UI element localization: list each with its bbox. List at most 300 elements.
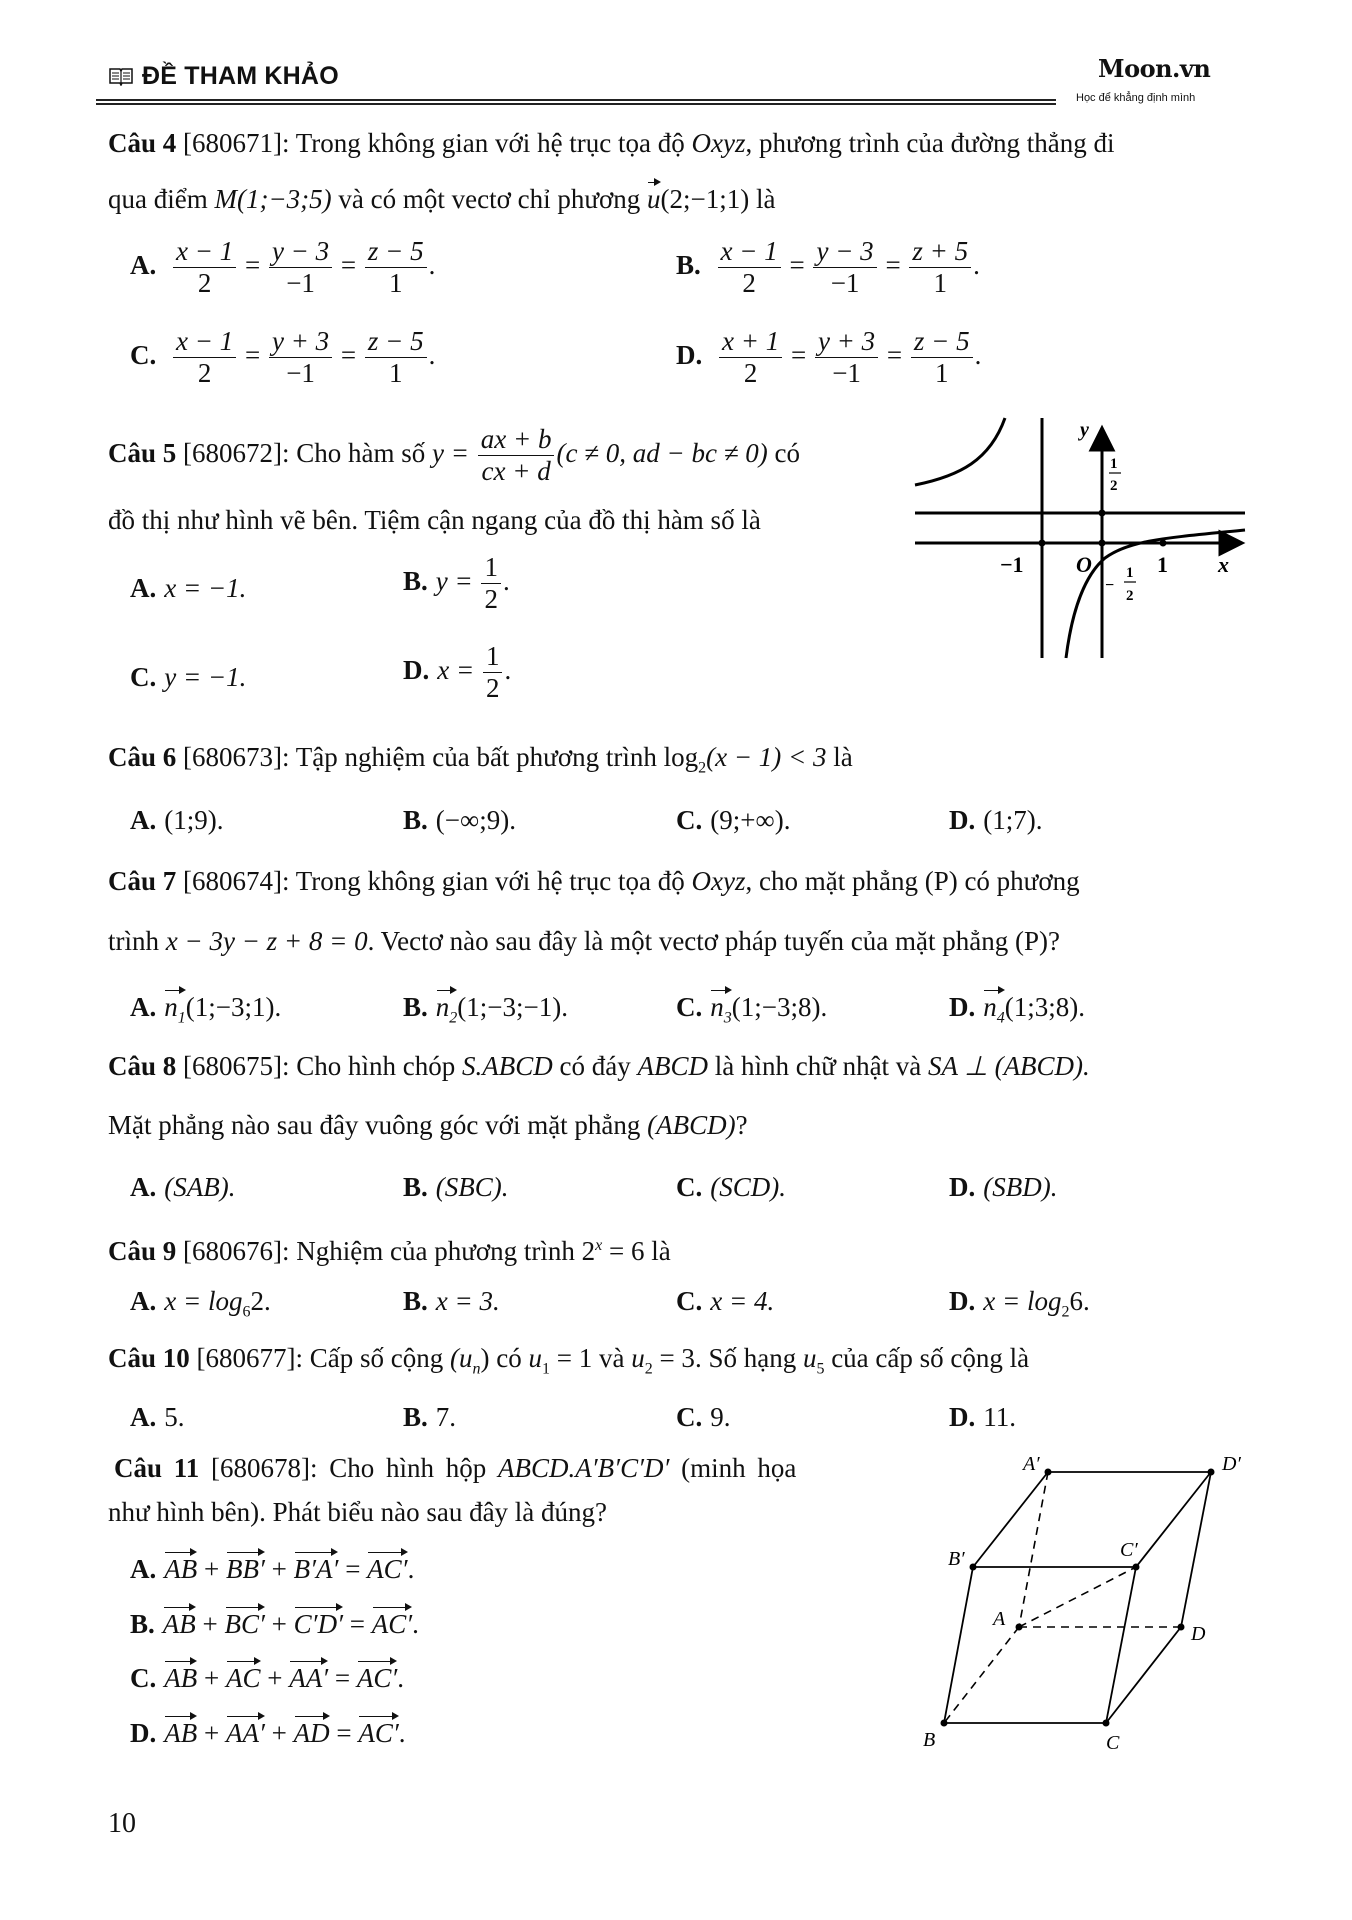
fraction: [483, 641, 503, 704]
q11-option-c[interactable]: [130, 1659, 404, 1694]
q6-log: log: [663, 742, 699, 772]
q6-label: Câu 6: [108, 742, 177, 772]
vertex-b: [941, 1720, 948, 1727]
vector: AC′: [357, 1659, 397, 1694]
option-text: (SBC).: [435, 1172, 509, 1202]
numerator: x − 1: [176, 326, 234, 356]
q4-label: Câu 4: [108, 128, 177, 158]
numerator: x − 1: [720, 236, 778, 266]
plus: +: [204, 1554, 220, 1584]
edge-b1b: [944, 1567, 973, 1723]
vertex-a: [1016, 1624, 1023, 1631]
period: .: [398, 1718, 406, 1748]
q6-text: là: [826, 742, 853, 772]
option-letter: C.: [676, 1172, 703, 1202]
denominator: 2: [484, 584, 498, 615]
denominator: 2: [485, 673, 500, 704]
q10-u5-sub: 5: [816, 1360, 825, 1378]
q5-stem-line1: [108, 424, 800, 487]
q11-box: ABCD.A′B′C′D′: [498, 1453, 670, 1483]
x-axis-label: x: [1218, 552, 1229, 577]
q8-text: có đáy: [552, 1051, 638, 1081]
option-letter: C.: [676, 1286, 703, 1316]
option-text: (1;−3;−1).: [457, 992, 568, 1022]
option-letter: A.: [130, 805, 157, 835]
q11-option-b[interactable]: [130, 1605, 419, 1640]
vector-name: n: [164, 992, 178, 1022]
plus: +: [271, 1609, 287, 1639]
equals: =: [345, 1554, 361, 1584]
option-letter: B.: [403, 805, 428, 835]
q7-stem-line2: [108, 926, 1060, 957]
label-b: B: [923, 1729, 936, 1751]
q5-function-graph: [900, 400, 1260, 680]
q8-option-b[interactable]: [403, 1172, 509, 1203]
period: .: [407, 1554, 415, 1584]
edge-cd: [1106, 1627, 1181, 1723]
vector-name: n: [710, 992, 724, 1022]
q8-base: ABCD: [637, 1051, 708, 1081]
fraction: [911, 326, 973, 389]
q10-text: của cấp số cộng là: [824, 1343, 1030, 1373]
vector-name: n: [435, 992, 450, 1022]
vector: BC′: [225, 1605, 265, 1640]
option-letter: D.: [949, 1402, 976, 1432]
q10-label: Câu 10: [108, 1343, 190, 1373]
plus: +: [271, 1718, 287, 1748]
q8-text: là hình chữ nhật và: [707, 1051, 929, 1081]
q5-text: có: [767, 437, 800, 468]
q5-option-c[interactable]: [130, 662, 246, 693]
q4-oxyz: Oxyz: [691, 128, 746, 158]
q10-seq: ): [480, 1343, 490, 1373]
option-letter: A.: [130, 573, 157, 603]
q4-text: và có một vectơ chỉ phương: [331, 184, 648, 214]
vector-n3: [710, 988, 732, 1027]
option-letter: B.: [403, 1402, 428, 1432]
page-number: 10: [108, 1808, 136, 1839]
denominator: 2: [743, 358, 758, 389]
brand-slogan: Học để khẳng định mình: [1076, 92, 1196, 104]
option-letter: A.: [130, 1402, 157, 1432]
q7-label: Câu 7: [108, 866, 177, 896]
header-title-text: ĐỀ THAM KHẢO: [142, 62, 339, 90]
point-neg1: [1039, 540, 1046, 547]
header-rule: [96, 99, 1056, 105]
fraction: [815, 326, 878, 389]
q10-stem: [108, 1343, 1029, 1378]
option-text: 2.: [250, 1286, 271, 1316]
fraction: [718, 236, 781, 299]
q8-text: : Cho hình chóp: [282, 1051, 462, 1081]
denominator: 1: [389, 358, 403, 389]
option-text: (1;3;8).: [1004, 992, 1085, 1022]
q10-seq: (u: [450, 1343, 473, 1373]
q5-label: Câu 5: [108, 437, 177, 468]
q4-vector-u: u: [647, 180, 661, 215]
q8-text: ?: [735, 1110, 748, 1140]
log-base: 6: [242, 1303, 251, 1321]
numerator: x − 1: [176, 236, 234, 266]
option-text: (1;−3;1).: [185, 992, 282, 1022]
vector: AB: [164, 1550, 197, 1585]
vector-name: n: [983, 992, 997, 1022]
point-origin: [1099, 540, 1106, 547]
q7-option-b[interactable]: [403, 988, 568, 1027]
vertex-c: [1103, 1720, 1110, 1727]
numerator: y − 3: [271, 236, 330, 266]
q11-stem-line2: như hình bên). Phát biểu nào sau đây là đúng?: [108, 1497, 608, 1527]
q4-point: M(1;−3;5): [214, 184, 332, 214]
edge-a1b1: [973, 1472, 1048, 1567]
vector: AB: [164, 1714, 197, 1749]
q10-text: và: [592, 1343, 632, 1373]
tick-half-num: 1: [1110, 456, 1118, 472]
q8-pyramid: S.ABCD: [462, 1051, 553, 1081]
label-a1: A′: [1023, 1453, 1040, 1475]
q6-option-d[interactable]: [949, 805, 1042, 836]
numerator: x + 1: [722, 326, 780, 356]
fraction: [813, 236, 876, 299]
tick-half-den: 2: [1110, 478, 1118, 494]
option-letter: D.: [949, 1172, 976, 1202]
q8-label: Câu 8: [108, 1051, 177, 1081]
q4-text: : Trong không gian với hệ trục tọa độ: [282, 128, 692, 158]
q11-stem-line1: [114, 1453, 796, 1484]
q8-perp: SA ⊥ (ABCD).: [928, 1051, 1090, 1081]
option-letter: B.: [130, 1609, 155, 1639]
q9-exponent: x: [595, 1237, 603, 1254]
q5-option-a[interactable]: [130, 573, 246, 604]
option-text: y = −1.: [164, 662, 247, 692]
denominator: 1: [389, 268, 403, 299]
q7-option-a[interactable]: [130, 988, 281, 1027]
q5-condition: (c ≠ 0, ad − bc ≠ 0): [556, 437, 768, 468]
equals: =: [334, 1663, 351, 1693]
q9-text: là: [644, 1236, 671, 1266]
fraction: [481, 552, 501, 615]
q7-text: trình: [108, 926, 166, 956]
denominator: 1: [933, 268, 948, 299]
q5-id: [680672]: [183, 437, 282, 468]
q6-stem: [108, 742, 853, 777]
q7-option-c[interactable]: [676, 988, 827, 1027]
q10-option-a[interactable]: [130, 1402, 185, 1433]
option-text: (SBD).: [983, 1172, 1058, 1202]
vector: AC′: [367, 1550, 407, 1585]
option-text: 7.: [435, 1402, 457, 1432]
tick-neg-half-den: 2: [1126, 588, 1134, 604]
plus: +: [271, 1554, 287, 1584]
q7-text: . Vectơ nào sau đây là một vectơ pháp tuyến của mặt phẳng (P)?: [367, 926, 1060, 956]
q8-option-c[interactable]: [676, 1172, 786, 1203]
denominator: 2: [742, 268, 756, 299]
q7-id: [680674]: [183, 866, 282, 896]
fraction: [365, 236, 427, 299]
option-letter: B.: [676, 249, 701, 280]
numerator: y + 3: [817, 326, 876, 356]
vector-sub: 2: [449, 1009, 458, 1027]
vector: AB: [164, 1659, 197, 1694]
edge-c1c: [1106, 1567, 1136, 1723]
q11-parallelepiped-figure: [920, 1440, 1260, 1785]
equals: =: [349, 1609, 365, 1639]
q4-option-c[interactable]: C. $\frac{x - 1}{2}$ = $\frac{y + 3}{-1}$ = $\frac{z - 5}{1}$ .: [130, 326, 436, 389]
denominator: −1: [832, 358, 861, 389]
equals: =: [336, 1718, 352, 1748]
tick-neg-half-sign: −: [1105, 577, 1115, 594]
q10-u1: u: [528, 1343, 542, 1373]
plus: +: [202, 1609, 218, 1639]
q7-equation: x − 3y − z + 8 = 0: [165, 926, 368, 956]
vector: AA′: [226, 1714, 265, 1749]
q8-stem-line1: [108, 1051, 1090, 1082]
q6-id: [680673]: [183, 742, 282, 772]
option-text: x = 3.: [435, 1286, 500, 1316]
option-text: (SCD).: [710, 1172, 786, 1202]
vector: AB: [163, 1605, 196, 1640]
vertex-c1: [1133, 1564, 1140, 1571]
numerator: 1: [481, 552, 501, 584]
option-letter: C.: [676, 1402, 703, 1432]
numerator: y − 3: [816, 236, 874, 266]
tick-1: 1: [1157, 552, 1168, 577]
denominator: cx + d: [481, 456, 551, 487]
option-letter: D.: [949, 992, 976, 1022]
q6-log-base: 2: [698, 759, 707, 777]
fraction: [365, 326, 427, 389]
vector: BB′: [226, 1550, 265, 1585]
q9-stem: [108, 1236, 671, 1267]
option-text: (9;+∞).: [710, 805, 791, 835]
function-fraction: [478, 424, 555, 487]
q10-text: . Số hạng: [694, 1343, 803, 1373]
vector: AA′: [289, 1659, 328, 1694]
period: .: [397, 1663, 405, 1693]
numerator: 1: [483, 641, 503, 673]
denominator: −1: [830, 268, 860, 299]
option-text: x = log: [164, 1286, 243, 1316]
q6-expr: (x − 1) < 3: [706, 742, 827, 772]
vector-n1: [164, 988, 186, 1027]
book-icon: [108, 66, 134, 86]
label-b1: B′: [948, 1548, 965, 1570]
log-base: 2: [1061, 1303, 1070, 1321]
vector: AC′: [372, 1605, 412, 1640]
q4-stem-line1: [108, 128, 1115, 159]
option-text: x =: [437, 654, 475, 685]
option-letter: A.: [130, 992, 157, 1022]
vector-sub: 1: [177, 1009, 186, 1027]
fraction: [269, 236, 332, 299]
option-letter: A.: [130, 1286, 157, 1316]
numerator: y + 3: [271, 326, 330, 356]
q7-text: : Trong không gian với hệ trục tọa độ: [282, 866, 692, 896]
q4-stem-line2: [108, 180, 776, 215]
q5-option-d[interactable]: [403, 641, 511, 704]
q10-u2: u: [631, 1343, 645, 1373]
edge-a1a-hidden: [1019, 1472, 1048, 1627]
option-letter: C.: [676, 992, 703, 1022]
fraction: [269, 326, 332, 389]
option-text: (−∞;9).: [435, 805, 516, 835]
q4-option-d[interactable]: D. $\frac{x + 1}{2}$ = $\frac{y + 3}{-1}$ = $\frac{z - 5}{1}$ .: [676, 326, 982, 389]
label-c: C: [1106, 1732, 1120, 1754]
option-letter: B.: [403, 1172, 428, 1202]
option-text: (1;9).: [164, 805, 224, 835]
q9-text: : Nghiệm của phương trình: [282, 1236, 582, 1266]
graph-right-branch: [1066, 530, 1245, 658]
option-letter: C.: [130, 1663, 157, 1693]
numerator: ax + b: [480, 424, 552, 454]
q4-vec-coords: (2;−1;1): [660, 184, 750, 214]
q10-u2-val: = 3: [652, 1343, 695, 1373]
edge-c1d1: [1136, 1472, 1211, 1567]
q8-plane: (ABCD): [647, 1110, 736, 1140]
label-d: D: [1191, 1623, 1206, 1645]
denominator: −1: [286, 268, 315, 299]
option-text: x = 4.: [710, 1286, 775, 1316]
label-a: A: [993, 1608, 1006, 1630]
numerator: z − 5: [913, 326, 970, 356]
q10-text: có: [489, 1343, 529, 1373]
vertex-b1: [970, 1564, 977, 1571]
option-text: (SAB).: [164, 1172, 236, 1202]
option-letter: C.: [676, 805, 703, 835]
option-text: 6.: [1069, 1286, 1090, 1316]
option-text: (1;7).: [983, 805, 1043, 835]
diagonal-ac1-hidden: [1019, 1567, 1136, 1627]
option-text: y =: [435, 565, 473, 596]
q9-option-a[interactable]: [130, 1286, 271, 1321]
option-letter: D.: [949, 1286, 976, 1316]
q8-option-a[interactable]: [130, 1172, 235, 1203]
option-letter: D.: [403, 654, 430, 685]
plus: +: [204, 1718, 220, 1748]
q10-u5: u: [802, 1343, 817, 1373]
q5-y-eq: y =: [432, 437, 469, 468]
q9-eq: = 6: [602, 1236, 645, 1266]
option-letter: B.: [403, 1286, 428, 1316]
vector: AC: [226, 1659, 261, 1694]
q5-stem-line2: đồ thị như hình vẽ bên. Tiệm cận ngang của đồ thị hàm số là: [108, 505, 761, 535]
q9-option-c[interactable]: [676, 1286, 774, 1317]
q10-option-c[interactable]: [676, 1402, 731, 1433]
q10-option-b[interactable]: [403, 1402, 456, 1433]
q9-option-d[interactable]: [949, 1286, 1090, 1321]
option-letter: B.: [403, 565, 428, 596]
q9-id: [680676]: [183, 1236, 282, 1266]
option-text: .: [502, 565, 510, 596]
q8-text: Mặt phẳng nào sau đây vuông góc với mặt phẳng: [108, 1110, 648, 1140]
q11-text: (minh họa: [669, 1453, 797, 1483]
tick-neg-half-num: 1: [1126, 565, 1134, 581]
q10-u2-sub: 2: [644, 1360, 653, 1378]
denominator: 2: [197, 358, 212, 389]
plus: +: [204, 1663, 220, 1693]
q4-option-b[interactable]: B. $\frac{x - 1}{2}$ = $\frac{y - 3}{-1}$ = $\frac{z + 5}{1}$ .: [676, 236, 980, 299]
option-letter: A.: [130, 249, 157, 280]
option-text: 11.: [983, 1402, 1016, 1432]
q11-label: Câu 11: [114, 1453, 200, 1483]
q4-option-a[interactable]: A. $\frac{x - 1}{2}$ = $\frac{y - 3}{-1}$ = $\frac{z - 5}{1}$ .: [130, 236, 436, 299]
fraction: [173, 236, 236, 299]
q5-text: : Cho hàm số: [282, 437, 433, 468]
plus: +: [267, 1663, 283, 1693]
vector: C′D′: [294, 1605, 343, 1640]
header-title: [108, 62, 339, 91]
tick-neg1: −1: [1000, 552, 1024, 577]
numerator: z − 5: [367, 326, 424, 356]
brand-logo: Moon.vn: [1098, 54, 1211, 83]
option-letter: D.: [676, 339, 703, 370]
denominator: 2: [197, 268, 212, 299]
vector-sub: 4: [996, 1009, 1005, 1027]
q11-option-a[interactable]: [130, 1550, 414, 1585]
q5-option-b[interactable]: [403, 552, 510, 615]
option-text: (1;−3;8).: [731, 992, 828, 1022]
q10-u1-val: = 1: [549, 1343, 593, 1373]
q10-id: [680677]: [196, 1343, 296, 1373]
option-text: .: [504, 654, 512, 685]
q7-stem-line1: [108, 866, 1080, 897]
option-letter: A.: [130, 1172, 157, 1202]
q6-option-a[interactable]: [130, 805, 223, 836]
label-d1: D′: [1222, 1453, 1241, 1475]
q10-option-d[interactable]: [949, 1402, 1016, 1433]
option-text: x = log: [983, 1286, 1062, 1316]
point-one: [1160, 540, 1167, 547]
q4-text: qua điểm: [108, 184, 215, 214]
q4-text: là: [749, 184, 776, 214]
q10-seq-sub: n: [472, 1360, 481, 1378]
vector-n2: [436, 988, 458, 1027]
numerator: z − 5: [367, 236, 424, 266]
edge-ab-hidden: [944, 1627, 1019, 1723]
q6-option-b[interactable]: [403, 805, 516, 836]
q9-label: Câu 9: [108, 1236, 177, 1266]
q9-option-b[interactable]: [403, 1286, 500, 1317]
q8-stem-line2: [108, 1110, 748, 1141]
option-text: 9.: [710, 1402, 731, 1432]
q4-id: [680671]: [183, 128, 282, 158]
vector: B′A′: [294, 1550, 339, 1585]
q6-option-c[interactable]: [676, 805, 790, 836]
option-letter: C.: [130, 662, 157, 692]
option-letter: C.: [130, 339, 157, 370]
period: .: [412, 1609, 419, 1639]
vertex-d1: [1208, 1469, 1215, 1476]
vector-sub: 3: [723, 1009, 732, 1027]
option-letter: D.: [949, 805, 976, 835]
vertex-d: [1178, 1624, 1185, 1631]
option-letter: D.: [130, 1718, 157, 1748]
q7-option-d[interactable]: [949, 988, 1085, 1027]
denominator: 1: [935, 358, 949, 389]
vector-n4: [983, 988, 1005, 1027]
origin-label: O: [1076, 552, 1092, 577]
option-letter: A.: [130, 1554, 157, 1584]
q7-oxyz: Oxyz: [691, 866, 746, 896]
option-text: 5.: [164, 1402, 185, 1432]
q8-option-d[interactable]: [949, 1172, 1057, 1203]
fraction: [173, 326, 236, 389]
q7-text: , cho mặt phẳng (P) có phương: [745, 866, 1080, 896]
q10-u1-sub: 1: [541, 1360, 550, 1378]
vector: AD: [294, 1714, 330, 1749]
q11-option-d[interactable]: [130, 1714, 406, 1749]
fraction: [719, 326, 782, 389]
